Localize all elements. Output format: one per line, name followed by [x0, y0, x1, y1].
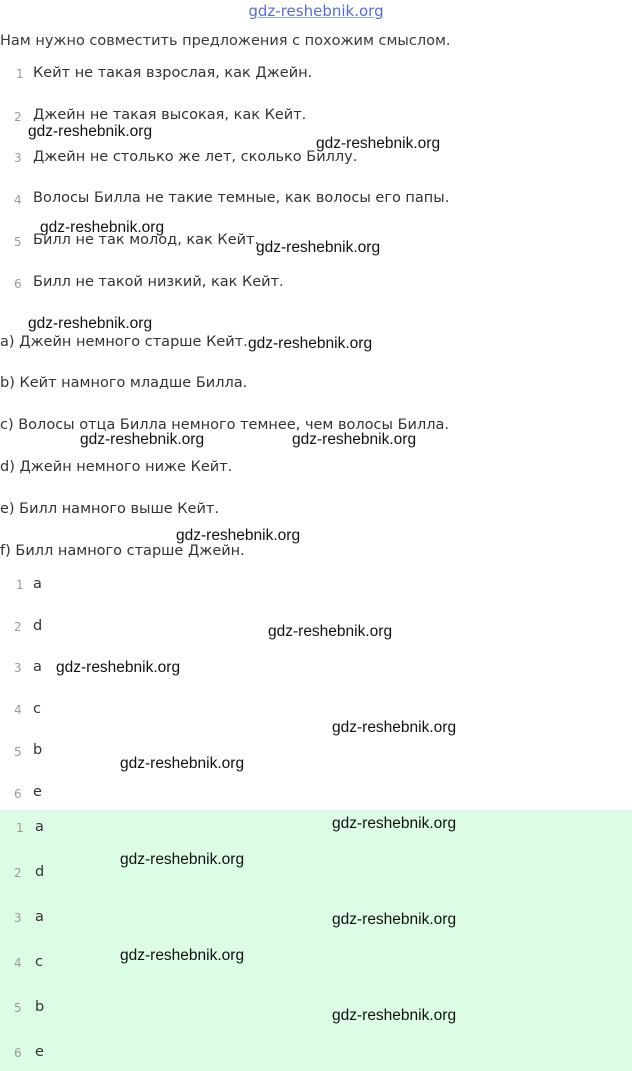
sentence-number: 4	[14, 193, 22, 207]
answer-letter: a	[33, 576, 42, 592]
watermark: gdz-reshebnik.org	[332, 719, 457, 736]
watermark: gdz-reshebnik.org	[316, 135, 441, 152]
option-f: f) Билл намного старше Джейн.	[0, 543, 245, 559]
answer-letter: c	[33, 701, 41, 717]
watermark: gdz-reshebnik.org	[56, 659, 181, 676]
watermark: gdz-reshebnik.org	[292, 431, 417, 448]
answer-number: 3	[14, 911, 22, 925]
answer-number: 1	[16, 578, 24, 592]
sentence-text: Джейн не столько же лет, сколько Биллу.	[33, 149, 358, 165]
sentence-text: Кейт не такая взрослая, как Джейн.	[33, 65, 313, 81]
watermark: gdz-reshebnik.org	[268, 623, 393, 640]
watermark: gdz-reshebnik.org	[120, 755, 245, 772]
answer-letter: a	[33, 659, 42, 675]
option-d: d) Джейн немного ниже Кейт.	[0, 459, 233, 475]
intro-text: Нам нужно совместить предложения с похожим смыслом.	[0, 33, 451, 49]
option-c: c) Волосы отца Билла немного темнее, чем волосы Билла.	[0, 417, 449, 433]
watermark: gdz-reshebnik.org	[332, 1007, 457, 1024]
sentence-text: Билл не так молод, как Кейт.	[33, 232, 260, 248]
sentence-number: 6	[14, 277, 22, 291]
answer-number: 1	[16, 821, 24, 835]
sentence-number: 5	[14, 235, 22, 249]
answer-number: 6	[14, 1046, 22, 1060]
answer-letter: e	[35, 1044, 44, 1060]
answer-number: 5	[14, 1001, 22, 1015]
watermark: gdz-reshebnik.org	[176, 527, 301, 544]
watermark: gdz-reshebnik.org	[332, 815, 457, 832]
sentence-text: Джейн не такая высокая, как Кейт.	[33, 107, 307, 123]
answer-letter: d	[33, 618, 43, 634]
watermark: gdz-reshebnik.org	[120, 947, 245, 964]
sentence-number: 1	[16, 67, 24, 81]
watermark: gdz-reshebnik.org	[332, 911, 457, 928]
sentence-text: Билл не такой низкий, как Кейт.	[33, 274, 284, 290]
option-a: a) Джейн немного старше Кейт.	[0, 334, 248, 350]
answer-letter: b	[35, 999, 45, 1015]
watermark: gdz-reshebnik.org	[248, 335, 373, 352]
answer-number: 4	[14, 956, 22, 970]
option-b: b) Кейт намного младше Билла.	[0, 375, 248, 391]
watermark: gdz-reshebnik.org	[120, 851, 245, 868]
answer-letter: a	[35, 819, 44, 835]
watermark: gdz-reshebnik.org	[28, 315, 153, 332]
answer-number: 3	[14, 661, 22, 675]
sentence-text: Волосы Билла не такие темные, как волосы его папы.	[33, 190, 450, 206]
site-link[interactable]: gdz-reshebnik.org	[248, 2, 384, 20]
answer-letter: a	[35, 909, 44, 925]
answer-number: 5	[14, 745, 22, 759]
answer-letter: d	[35, 864, 45, 880]
answer-number: 2	[14, 866, 22, 880]
sentence-number: 3	[14, 151, 22, 165]
watermark: gdz-reshebnik.org	[28, 123, 153, 140]
answer-letter: b	[33, 742, 43, 758]
sentence-number: 2	[14, 110, 22, 124]
answer-letter: c	[35, 954, 43, 970]
option-e: e) Билл намного выше Кейт.	[0, 501, 219, 517]
watermark: gdz-reshebnik.org	[256, 239, 381, 256]
watermark: gdz-reshebnik.org	[40, 219, 165, 236]
answer-number: 2	[14, 620, 22, 634]
answer-number: 4	[14, 703, 22, 717]
answer-letter: e	[33, 784, 42, 800]
answer-number: 6	[14, 787, 22, 801]
highlighted-answer-block	[0, 810, 632, 1071]
watermark: gdz-reshebnik.org	[80, 431, 205, 448]
